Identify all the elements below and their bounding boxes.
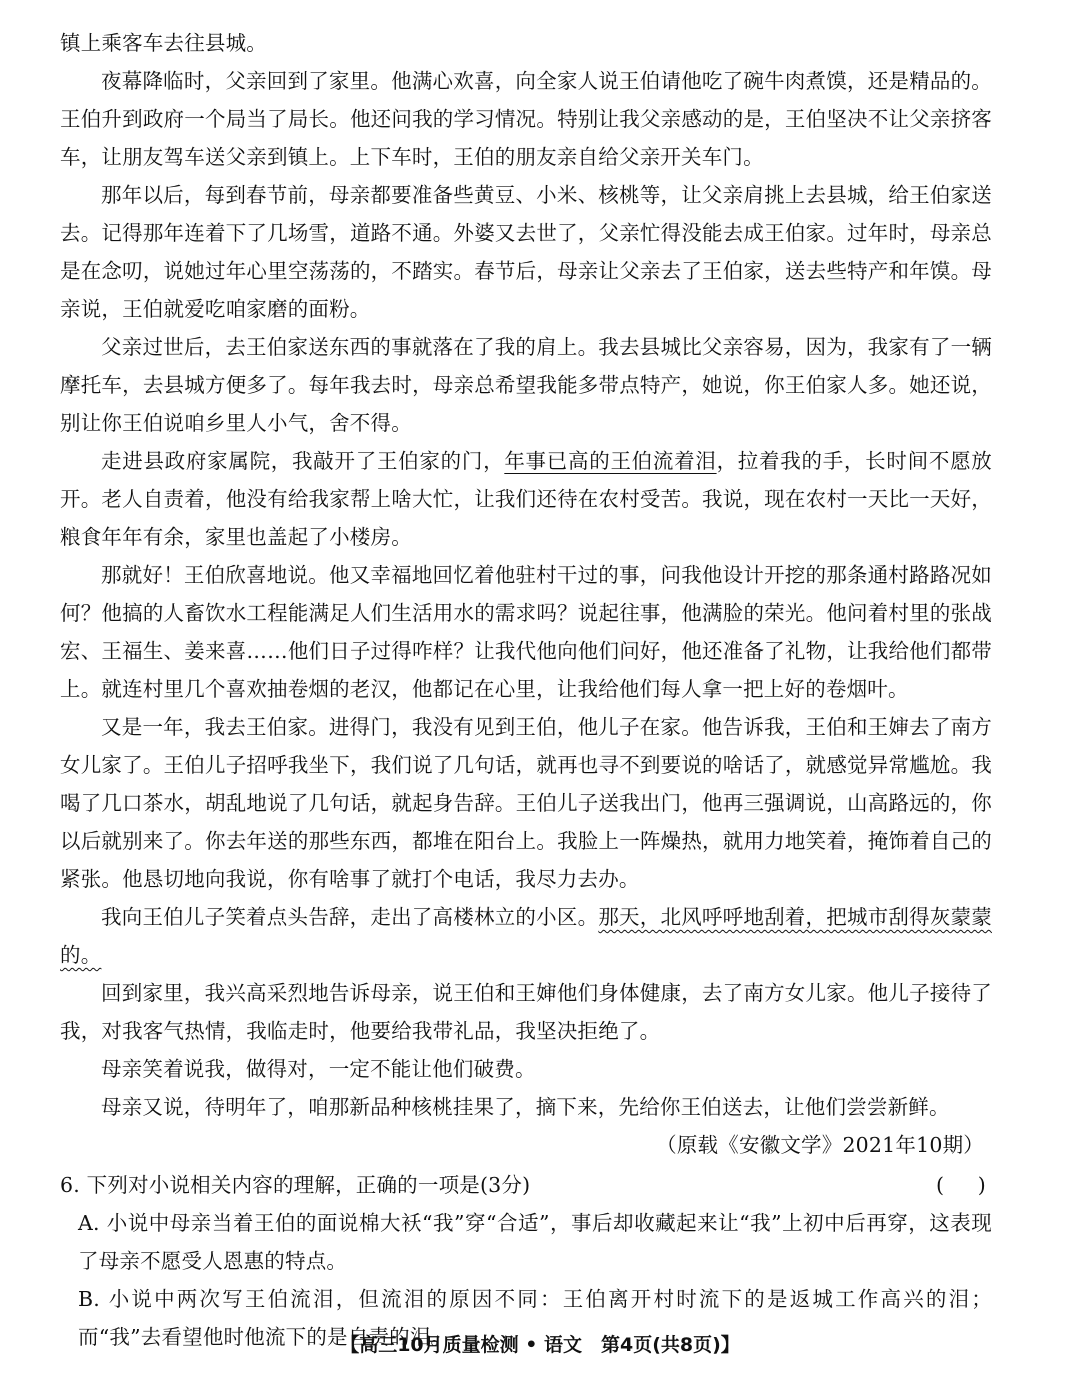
paragraph-text: 我向王伯儿子笑着点头告辞，走出了高楼林立的小区。 [101,905,599,929]
paragraph: 夜幕降临时，父亲回到了家里。他满心欢喜，向全家人说王伯请他吃了碗牛肉煮馍，还是精品的。王伯升到政府一个局当了局长。他还问我的学习情况。特别让我父亲感动的是，王伯坚决不让父亲挤客车，让朋友驾车送父亲到镇上。上下车时，王伯的朋友亲自给父亲开关车门。 [60,69,992,169]
answer-bracket: ( ) [936,1173,986,1197]
paragraph [60,442,992,556]
wavy-underlined-sentence: 那天，北风呼呼地刮着，把城市刮得灰蒙蒙的。 [60,905,992,967]
paragraph-text: ，拉着我的手，长时间不愿放开。老人自责着，他没有给我家帮上啥大忙，让我们还待在农村受苦。我说，现在农村一天比一天好，粮食年年有余，家里也盖起了小楼房。 [60,449,992,549]
option-a: A. 小说中母亲当着王伯的面说棉大袄“我”穿“合适”，事后却收藏起来让“我”上初中后再穿，这表现了母亲不愿受人恩惠的特点。 [78,1211,992,1273]
paragraph: 那就好！王伯欣喜地说。他又幸福地回忆着他驻村干过的事，问我他设计开挖的那条通村路路况如何？他搞的人畜饮水工程能满足人们生活用水的需求吗？说起往事，他满脸的荣光。他问着村里的张战宏、王福生、姜来喜……他们日子过得咋样？让我代他向他们问好，他还准备了礼物，让我给他们都带上。就连村里几个喜欢抽卷烟的老汉，他都记在心里，让我给他们每人拿一把上好的卷烟叶。 [60,563,992,701]
paragraph-text: 走进县政府家属院，我敲开了王伯家的门， [101,449,505,473]
option-b: B. 小说中两次写王伯流泪，但流泪的原因不同：王伯离开村时流下的是返城工作高兴的泪；而“我”去看望他时他流下的是自责的泪。 [78,1287,992,1349]
paragraph: 回到家里，我兴高采烈地告诉母亲，说王伯和王婶他们身体健康，去了南方女儿家。他儿子接待了我，对我客气热情，我临走时，他要给我带礼品，我坚决拒绝了。 [60,981,992,1043]
paragraph [60,898,992,974]
paragraph: 又是一年，我去王伯家。进得门，我没有见到王伯，他儿子在家。他告诉我，王伯和王婶去了南方女儿家了。王伯儿子招呼我坐下，我们说了几句话，就再也寻不到要说的啥话了，就感觉异常尴尬。我喝了几口茶水，胡乱地说了几句话，就起身告辞。王伯儿子送我出门，他再三强调说，山高路远的，你以后就别来了。你去年送的那些东西，都堆在阳台上。我脸上一阵燥热，就用力地笑着，掩饰着自己的紧张。他恳切地向我说，你有啥事了就打个电话，我尽力去办。 [60,715,992,891]
paragraph: 母亲笑着说我，做得对，一定不能让他们破费。 [101,1057,536,1081]
paragraph: 镇上乘客车去往县城。 [60,31,267,55]
reading-passage [60,24,992,1356]
source-citation: （原载《安徽文学》2021年10期） [656,1133,984,1157]
question-6-stem [60,1166,992,1204]
paragraph: 母亲又说，待明年了，咱那新品种核桃挂果了，摘下来，先给你王伯送去，让他们尝尝新鲜。 [101,1095,950,1119]
underlined-sentence: 年事已高的王伯流着泪 [504,449,717,473]
question-text: 6. 下列对小说相关内容的理解，正确的一项是(3分) [60,1173,531,1197]
paragraph: 那年以后，每到春节前，母亲都要准备些黄豆、小米、核桃等，让父亲肩挑上去县城，给王伯家送去。记得那年连着下了几场雪，道路不通。外婆又去世了，父亲忙得没能去成王伯家。过年时，母亲总是在念叨，说她过年心里空荡荡的，不踏实。春节后，母亲让父亲去了王伯家，送去些特产和年馍。母亲说，王伯就爱吃咱家磨的面粉。 [60,183,992,321]
page-footer: 【高三10月质量检测 • 语文 第4页(共8页)】 [340,1334,740,1356]
paragraph: 父亲过世后，去王伯家送东西的事就落在了我的肩上。我去县城比父亲容易，因为，我家有了一辆摩托车，去县城方便多了。每年我去时，母亲总希望我能多带点特产，她说，你王伯家人多。她还说，别让你王伯说咱乡里人小气，舍不得。 [60,335,992,435]
